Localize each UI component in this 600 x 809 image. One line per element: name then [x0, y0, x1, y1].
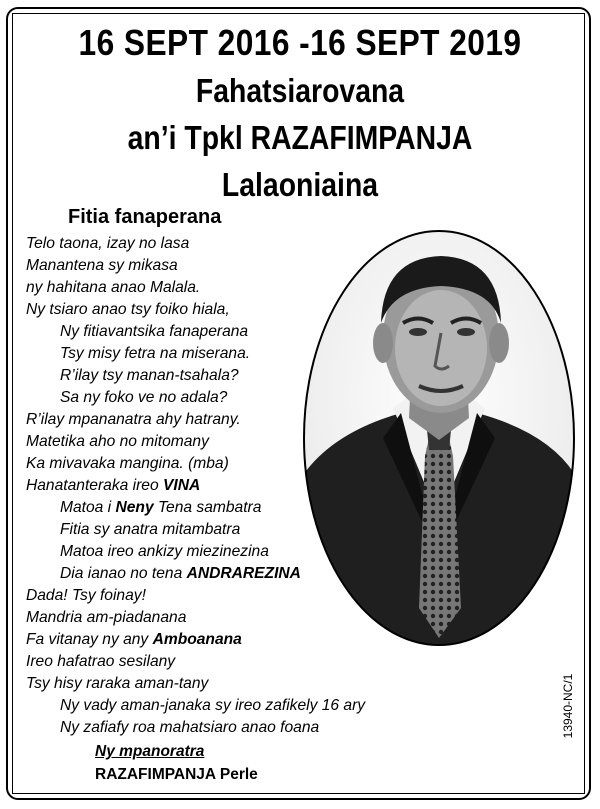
- heading-line-3: an’i Tpkl RAZAFIMPANJA: [127, 119, 473, 156]
- portrait-photo: [301, 228, 577, 648]
- poem-title: Fitia fanaperana: [68, 206, 222, 228]
- poem-text: Matoa i: [60, 499, 116, 516]
- poem-line: Ny tsiaro anao tsy foiko hiala,: [26, 301, 230, 318]
- poem-emphasis: Neny: [115, 499, 154, 516]
- poem-text: Hanatanteraka ireo: [26, 477, 163, 494]
- poem-text: Tena sambatra: [153, 499, 262, 516]
- signature-label: Ny mpanoratra: [95, 743, 205, 760]
- memorial-dates: 16 SEPT 2016 -16 SEPT 2019: [78, 22, 522, 63]
- poem-line: Mandria am-piadanana: [26, 609, 187, 626]
- poem-line: Tsy misy fetra na miserana.: [60, 345, 251, 362]
- poem-line: Dada! Tsy foinay!: [26, 587, 146, 604]
- poem-line: Fitia sy anatra mitambatra: [60, 521, 241, 538]
- poem-line: Matetika aho no mitomany: [26, 433, 209, 450]
- poem-text: Fa vitanay ny any: [26, 631, 153, 648]
- poem-emphasis: ANDRAREZINA: [186, 565, 301, 582]
- poem-line: ny hahitana anao Malala.: [26, 279, 201, 296]
- signature-name: RAZAFIMPANJA Perle: [95, 766, 258, 783]
- poem-line: Matoa ireo ankizy miezinezina: [60, 543, 269, 560]
- poem-line: Ny vady aman-janaka sy ireo zafikely 16 ary: [60, 697, 366, 714]
- poem-line: R’ilay tsy manan-tsahala?: [60, 367, 239, 384]
- poem-line: R’ilay mpananatra ahy hatrany.: [26, 411, 241, 428]
- poem-line: Ka mivavaka mangina. (mba): [26, 455, 229, 472]
- poem-line: Telo taona, izay no lasa: [26, 235, 190, 252]
- poem-emphasis: VINA: [162, 477, 201, 494]
- poem-line: Ny fitiavantsika fanaperana: [60, 323, 249, 340]
- poem-line: Ny zafiafy roa mahatsiaro anao foana: [60, 719, 320, 736]
- reference-code: 13940-NC/1: [561, 673, 575, 739]
- poem-text: Dia ianao no tena: [60, 565, 187, 582]
- poem-emphasis: Amboanana: [152, 631, 242, 648]
- poem-line: Manantena sy mikasa: [26, 257, 178, 274]
- poem-line: Sa ny foko ve no adala?: [60, 389, 228, 406]
- heading-line-2: Fahatsiarovana: [195, 72, 405, 109]
- poem-line: Ireo hafatrao sesilany: [26, 653, 176, 670]
- heading-line-4: Lalaoniaina: [221, 166, 379, 203]
- poem-line: Tsy hisy raraka aman-tany: [26, 675, 209, 692]
